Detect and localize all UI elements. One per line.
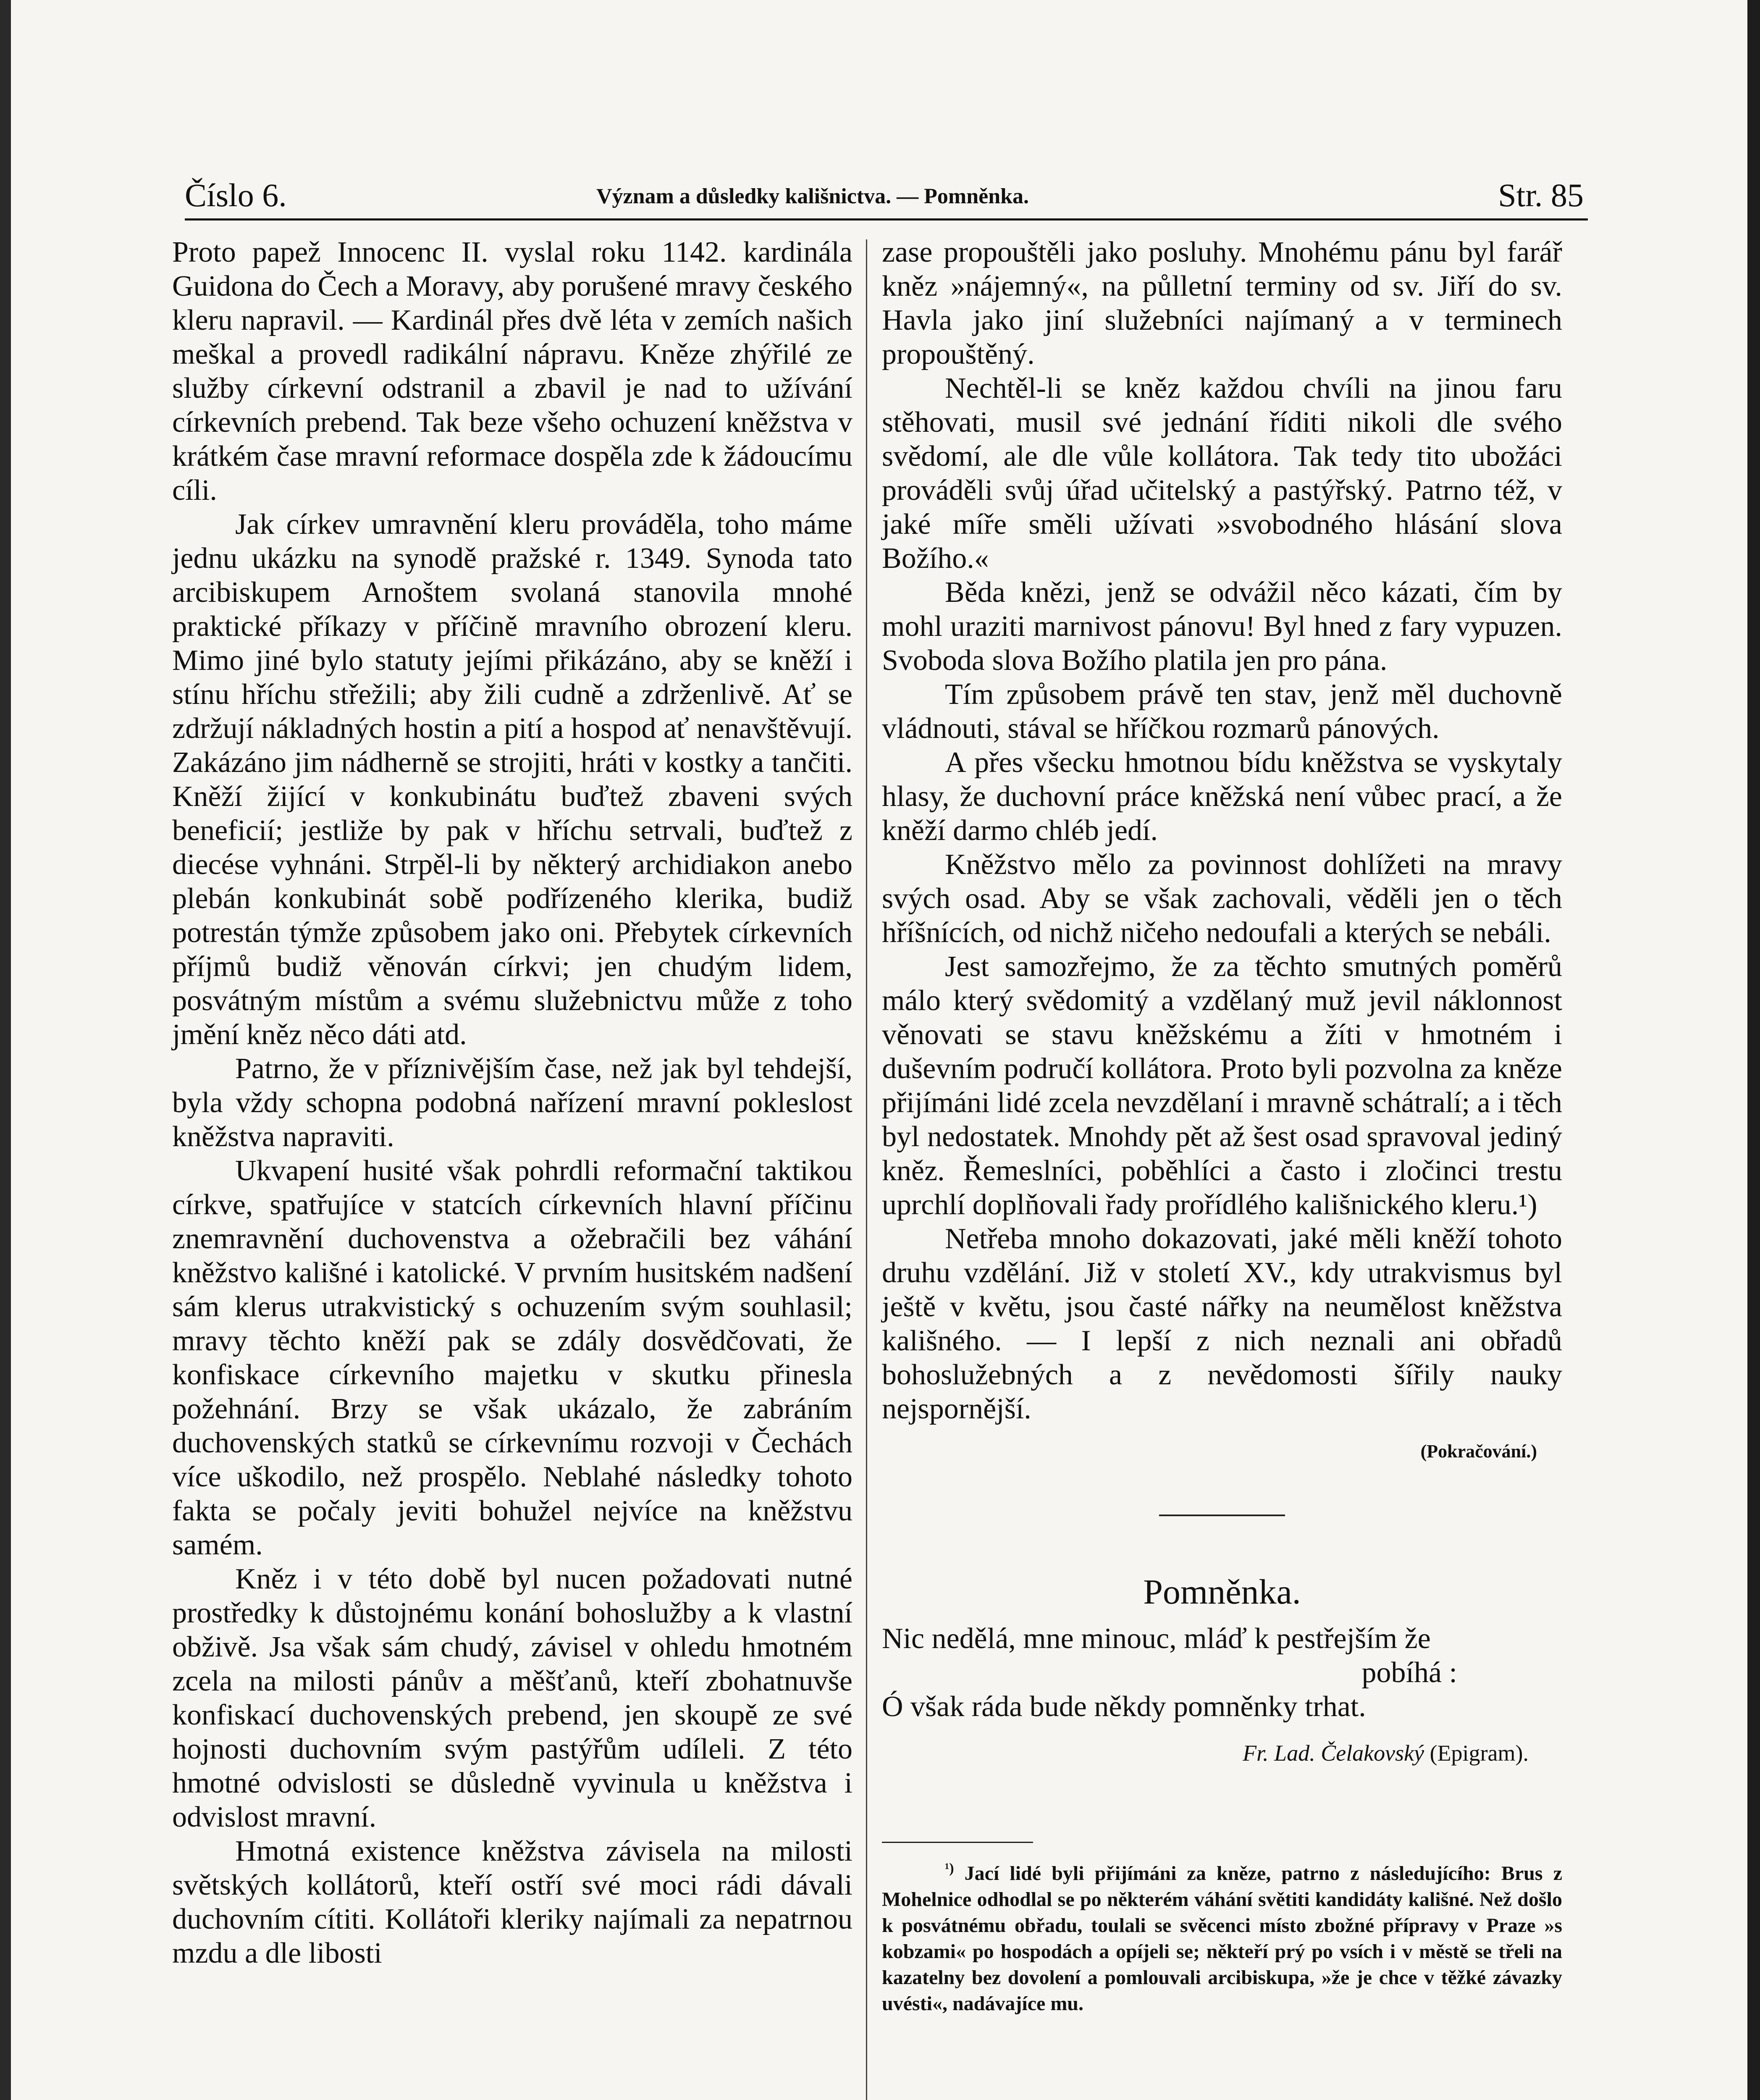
footnote-text: Jací lidé byli přijímáni za kněze, patrno z následujícího: Brus z Mohelnice odhodlal se po některém váhání světiti kandidáty kališné. Než došlo k posvátnému obřadu, toulali se svěcenci místo zbožné přípravy v Praze »s kobzami« po hospodách a opíjeli se; někteří prý po vsích i v městě se třeli na kazatelny bez dovolení a pomlouvali arcibiskupa, »že je chce v těžké závazky uvésti«, nadávajíce mu. bbox=[882, 1862, 1562, 2015]
header-rule bbox=[185, 218, 1588, 220]
poem-line: pobíhá : bbox=[1361, 1656, 1457, 1689]
poem-line: Nic nedělá, mne minouc, mláď k pestřejším že bbox=[882, 1622, 1431, 1655]
issue-number: Číslo 6. bbox=[185, 177, 287, 213]
paragraph: Běda knězi, jenž se odvážil něco kázati, čím by mohl uraziti marnivost pánovu! Byl hned z fary vypuzen. Svoboda slova Božího platila jen pro pána. bbox=[882, 576, 1562, 677]
page-number: Str. 85 bbox=[1498, 177, 1584, 213]
section-divider bbox=[1159, 1515, 1285, 1516]
poem bbox=[882, 1622, 1562, 1724]
paragraph: Kněz i v této době byl nucen požadovati nutné prostředky k důstojnému konání bohoslužby a k vlastní obživě. Jsa však sám chudý, závisel v ohledu hmotném zcela na milosti pánův a měšťanů, kteří zbohatnuvše konfiskací duchovenských prebend, jen skoupě ze své hojnosti duchovním svým pastýřům udíleli. Z této hmotné odvislosti se důsledně vyvinula u kněžstva i odvislost mravní. bbox=[172, 1563, 852, 1833]
left-column bbox=[172, 235, 852, 1970]
paragraph: Netřeba mnoho dokazovati, jaké měli kněží tohoto druhu vzdělání. Již v století XV., kdy utrakvismus byl ještě v květu, jsou časté nářky na neumělost kněžstva kališného. — I lepší z nich neznali ani obřadů bohoslužebných a z nevědomosti šířily nauky nejspornější. bbox=[882, 1223, 1562, 1425]
poem-line: Ó však ráda bude někdy pomněnky trhat. bbox=[882, 1690, 1366, 1723]
paragraph: A přes všecku hmotnou bídu kněžstva se vyskytaly hlasy, že duchovní práce kněžská není vůbec prací, a že kněží darmo chléb jedí. bbox=[882, 746, 1562, 847]
running-title: Význam a důsledky kališnictva. — Pomněnka. bbox=[596, 184, 1029, 208]
footnote-rule bbox=[882, 1842, 1033, 1843]
continued-note: (Pokračování.) bbox=[1420, 1441, 1537, 1462]
poem-title: Pomněnka. bbox=[1143, 1572, 1301, 1612]
column-divider bbox=[866, 239, 867, 2100]
running-header bbox=[185, 176, 1584, 213]
paragraph: Jak církev umravnění kleru prováděla, toho máme jednu ukázku na synodě pražské r. 1349. Synoda tato arcibiskupem Arnoštem svolaná stanovila mnohé praktické příkazy v příčině mravního obrození kleru. Mimo jiné bylo statuty jejími přikázáno, aby se kněží i stínu hříchu střežili; aby žili cudně a zdrženlivě. Ať se zdržují nákladných hostin a pití a hospod ať nenavštěvují. Zakázáno jim nádherně se strojiti, hráti v kostky a tančiti. Kněží žijící v konkubinátu buďtež zbaveni svých beneficií; jestliže by pak v hříchu setrvali, buďtež z diecése vyhnáni. Strpěl-li by některý archidiakon anebo plebán konkubinát sobě podřízeného klerika, budiž potrestán týmže způsobem jako oni. Přebytek církevních příjmů budiž věnován církvi; jen chudým lidem, posvátným místům a svému služebnictvu může z toho jmění kněz něco dáti atd. bbox=[172, 508, 852, 1051]
paragraph: Proto papež Innocenc II. vyslal roku 1142. kardinála Guidona do Čech a Moravy, aby porušené mravy českého kleru napravil. — Kardinál přes dvě léta v zemích našich meškal a provedl radikální nápravu. Kněze zhýřilé ze služby církevní odstranil a zbavil je nad to užívání církevních prebend. Tak beze všeho ochuzení kněžstva v krátkém čase mravní reformace dospěla zde k žádoucímu cíli. bbox=[172, 236, 852, 507]
footnote bbox=[882, 1856, 1562, 2017]
paragraph: Kněžstvo mělo za povinnost dohlížeti na mravy svých osad. Aby se však zachovali, věděli jen o těch hříšnících, od nichž ničeho nedoufali a kterých se nebáli. bbox=[882, 848, 1562, 949]
paragraph: zase propouštěli jako posluhy. Mnohému pánu byl farář kněz »nájemný«, na půlletní terminy od sv. Jiří do sv. Havla jako jiní služebníci najímaný a v terminech propouštěný. bbox=[882, 236, 1562, 370]
poem-attribution bbox=[882, 1736, 1562, 1770]
poem-source: (Epigram). bbox=[1430, 1740, 1529, 1766]
paragraph: Hmotná existence kněžstva závisela na milosti světských kollátorů, kteří ostří své moci rádi dávali duchovním cítiti. Kollátoři kleriky najímali za nepatrnou mzdu a dle libosti bbox=[172, 1835, 852, 1969]
paragraph: Nechtěl-li se kněz každou chvíli na jinou faru stěhovati, musil své jednání říditi nikoli dle svého svědomí, ale dle vůle kollátora. Tak tedy tito ubožáci prováděli svůj úřad učitelský a pastýřský. Patrno též, v jaké míře směli užívati »svobodného hlásání slova Božího.« bbox=[882, 372, 1562, 575]
paragraph: Ukvapení husité však pohrdli reformační taktikou církve, spatřujíce v statcích církevních hlavní příčinu znemravnění duchovenstva a ožebračili bez váhání kněžstvo kališné i katolické. V prvním husitském nadšení sám klerus utrakvistický s ochuzením svým souhlasil; mravy těchto kněží pak se zdály dosvědčovati, že konfiskace církevního majetku v skutku přinesla požehnání. Brzy se však ukázalo, že zabráním duchovenských statků se církevnímu rozvoji v Čechách více uškodilo, než prospělo. Neblahé následky tohoto fakta se počaly jeviti bohužel nejvíce na kněžstvu samém. bbox=[172, 1155, 852, 1561]
paragraph: Jest samozřejmo, že za těchto smutných poměrů málo který svědomitý a vzdělaný muž jevil náklonnost věnovati se stavu kněžskému a žíti v hmotném i duševním područí kollátora. Proto byli pozvolna za kněze přijímáni lidé zcela nevzdělaní i mravně schátralí; a i těch byl nedostatek. Mnohdy pět až šest osad spravoval jediný kněz. Řemeslníci, poběhlíci a často i zločinci trestu uprchlí doplňovali řady prořídlého kališnického kleru.¹) bbox=[882, 950, 1562, 1221]
footnote-mark: ¹) bbox=[945, 1861, 954, 1876]
right-column bbox=[882, 235, 1562, 2017]
paragraph: Tím způsobem právě ten stav, jenž měl duchovně vládnouti, stával se hříčkou rozmarů pánových. bbox=[882, 678, 1562, 745]
paragraph: Patrno, že v příznivějším čase, než jak byl tehdejší, byla vždy schopna podobná nařízení mravní pokleslost kněžstva napraviti. bbox=[172, 1053, 852, 1153]
poem-author: Fr. Lad. Čelakovský bbox=[1243, 1740, 1424, 1766]
